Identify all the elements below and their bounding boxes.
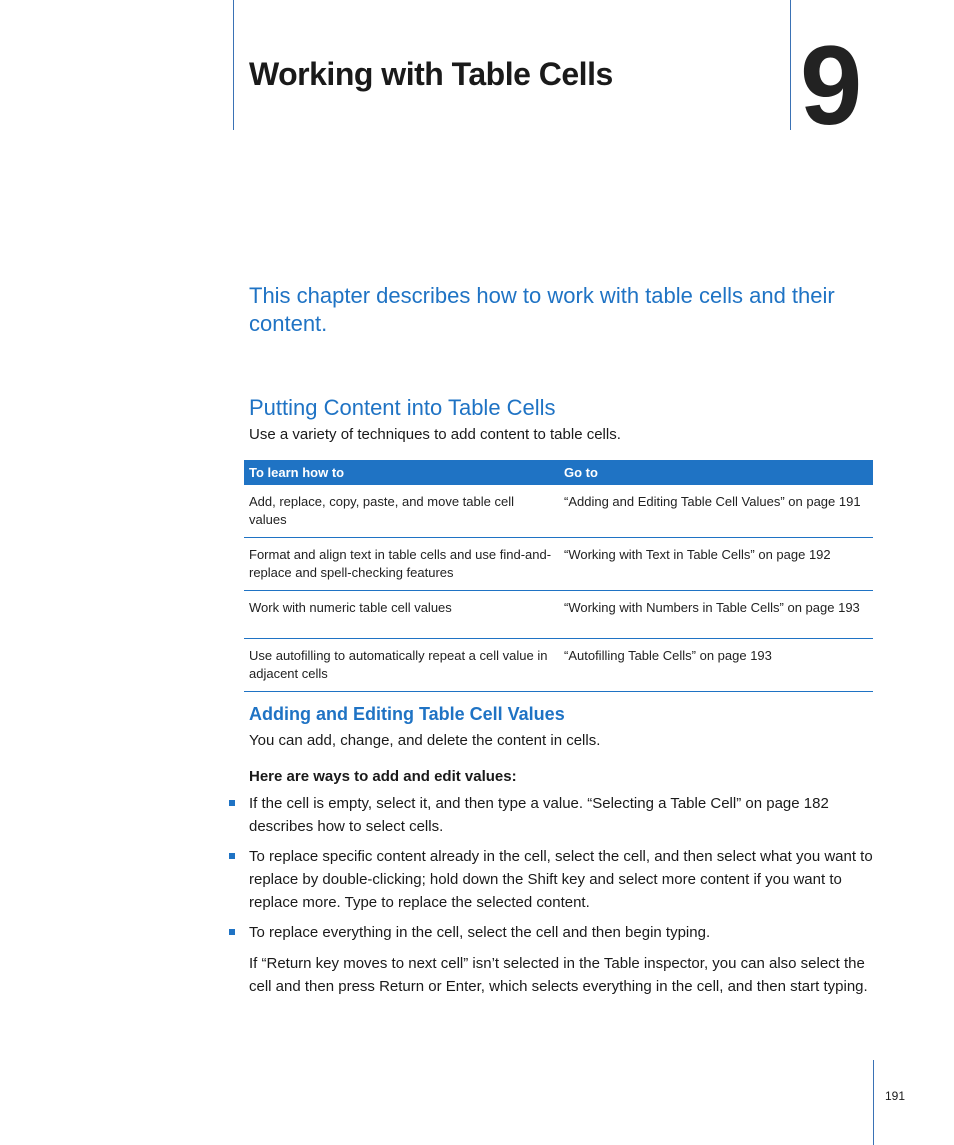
reference-table [244, 460, 873, 692]
bullet-square-icon [229, 929, 235, 935]
list-item-text: To replace specific content already in the cell, select the cell, and then select what you want to replace by double-clicking; hold down the Shift key and select more content if you want to replace more. Type to replace the selected content. [249, 848, 873, 911]
chapter-rule-right [790, 0, 791, 130]
subsection-heading: Adding and Editing Table Cell Values [249, 704, 565, 724]
table-row [244, 639, 873, 692]
table-row [244, 538, 873, 591]
section-heading: Putting Content into Table Cells [249, 395, 556, 420]
ways-list [249, 792, 873, 951]
list-item [249, 921, 873, 944]
subsection-lead: You can add, change, and delete the content in cells. [249, 732, 601, 749]
table-cell-topic: Format and align text in table cells and use find-and-replace and spell-checking features [244, 538, 559, 591]
chapter-intro: This chapter describes how to work with table cells and their content. [249, 283, 835, 336]
page-number: 191 [885, 1089, 906, 1103]
table-header-cell: Go to [559, 460, 873, 485]
bullet-square-icon [229, 800, 235, 806]
list-item-text: To replace everything in the cell, select the cell and then begin typing. [249, 924, 711, 941]
chapter-title: Working with Table Cells [249, 56, 613, 92]
list-item [249, 845, 873, 914]
table-cell-topic: Work with numeric table cell values [244, 591, 559, 639]
chapter-rule-left [233, 0, 234, 130]
chapter-number: 9 [800, 23, 860, 148]
table-header-cell: To learn how to [244, 460, 559, 485]
table-cell-reference[interactable]: “Working with Numbers in Table Cells” on page 193 [559, 591, 873, 639]
bullet-square-icon [229, 853, 235, 859]
table-row [244, 485, 873, 538]
list-item-text: If the cell is empty, select it, and then type a value. “Selecting a Table Cell” on page 182 describes how to select cells. [249, 795, 829, 835]
table-header-row [244, 460, 873, 485]
ways-heading: Here are ways to add and edit values: [249, 768, 517, 785]
subsection-paragraph: If “Return key moves to next cell” isn’t selected in the Table inspector, you can also select the cell and then press Return or Enter, which selects everything in the cell, and then start typing. [249, 955, 868, 995]
table-row [244, 591, 873, 639]
table-cell-reference[interactable]: “Autofilling Table Cells” on page 193 [559, 639, 873, 692]
table-cell-topic: Add, replace, copy, paste, and move table cell values [244, 485, 559, 538]
table-cell-topic: Use autofilling to automatically repeat a cell value in adjacent cells [244, 639, 559, 692]
list-item [249, 792, 873, 838]
section-lead: Use a variety of techniques to add content to table cells. [249, 426, 621, 443]
folio-rule [873, 1060, 874, 1145]
table-cell-reference[interactable]: “Working with Text in Table Cells” on page 192 [559, 538, 873, 591]
table-cell-reference[interactable]: “Adding and Editing Table Cell Values” on page 191 [559, 485, 873, 538]
